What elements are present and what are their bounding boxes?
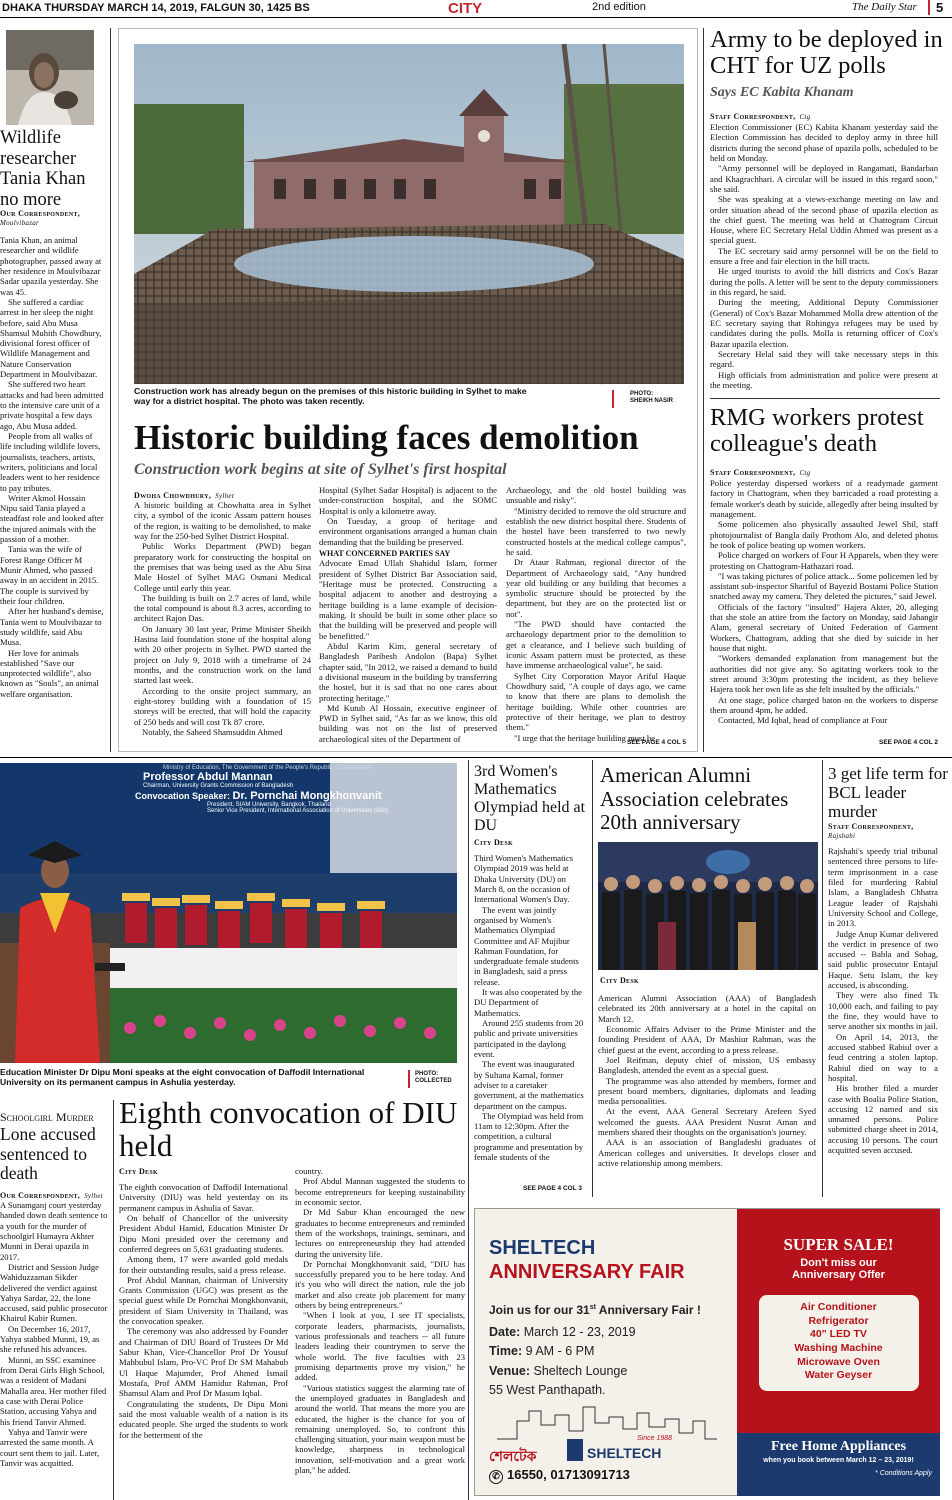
banner-speaker-line bbox=[135, 790, 455, 802]
sale-items-box bbox=[759, 1295, 919, 1391]
paragraph: Joel Reifman, deputy chief of mission, US embassy Bangladesh, attended the event as a special guest. bbox=[598, 1054, 816, 1076]
paragraph: Judge Anup Kumar delivered the verdict in presence of two accused -- Babla and Sohag, said public prosecutor Entajul Haque. Setu Islam, the key accused, is absconding. bbox=[828, 928, 938, 991]
byline: Staff Correspondent, bbox=[710, 468, 796, 477]
historic-building-photo bbox=[134, 44, 684, 384]
dateline: Ctg bbox=[799, 469, 811, 477]
ad-phone-number[interactable]: 16550, 01713091713 bbox=[507, 1467, 630, 1482]
paragraph: On December 16, 2017, Yahya stabbed Munni, 19, as she refused his advances. bbox=[0, 1323, 100, 1355]
dateline: Sylhet bbox=[215, 492, 235, 500]
sheltech-logo-icon bbox=[567, 1439, 583, 1461]
phone-icon: ✆ bbox=[489, 1470, 503, 1484]
dateline: Sylhet bbox=[84, 1192, 103, 1200]
paragraph: On January 30 last year, Prime Minister Sheikh Hasina laid foundation stone of the hospital along with 20 other projects in Sylhet. PWD started the project on July 9, 2018 with a timeframe of 24 months, and the construction work on the land started last week. bbox=[134, 623, 311, 686]
paragraph: Secretary Helal said they will take necessary steps in this regard. bbox=[710, 348, 938, 370]
paragraph: Around 255 students from 20 public and private universities participated in the daylong event. bbox=[474, 1018, 584, 1059]
portrait-image bbox=[6, 30, 94, 125]
paragraph: The event was inaugurated by Sultana Kamal, former adviser to a caretaker government, at the mathematics department on the campus. bbox=[474, 1059, 584, 1111]
paragraph: Officials of the factory "insulted" Hajera Akter, 20, alleging that she stole an attire from the factory on Monday, said Jahangir Alam, general secretary of United Federation of Garment Workers, Chattogram, adding that she died by suicide in her house that night. bbox=[710, 601, 938, 653]
rmg-continued-link[interactable]: SEE PAGE 4 COL 2 bbox=[878, 739, 938, 746]
paragraph: District and Session Judge Wahiduzzaman Sikder delivered the verdict against Yahya Sardar, 22, the lone accused, said public prosecutor Khairul Kabir Rumen. bbox=[0, 1261, 108, 1324]
paragraph: Among them, 17 were awarded gold medals for their outstanding results, said a press release. bbox=[119, 1254, 288, 1275]
rmg-byline bbox=[710, 462, 950, 477]
bcl-headline: 3 get life term for BCL leader murder bbox=[828, 764, 948, 822]
dateline: Ctg bbox=[799, 113, 811, 121]
paragraph: Police charged on workers of Four H Apparels, when they were protesting on Chattogram-Hathazari road. bbox=[710, 550, 938, 571]
paragraph: Munni, an SSC examinee from Derai Girls High School, was a resident of Madani Mahalla area. Her mother filed a case with Derai Police Station, accusing Yahya and his friend Tanvir Ahmed. bbox=[0, 1354, 107, 1427]
date-label: Date: bbox=[489, 1325, 521, 1339]
paragraph: The Olympiad was held from 11am to 12:30pm. After the competition, a cultural programme and presentation by female students of the bbox=[474, 1110, 584, 1163]
diu-photo-caption: Education Minister Dr Dipu Moni speaks at the eight convocation of Daffodil International University on its permanent campus in Ashulia yesterday. bbox=[0, 1067, 365, 1088]
page-horizontal-divider bbox=[0, 757, 952, 758]
sale-subtitle-1: Don't miss our bbox=[800, 1257, 877, 1269]
photographer-name: SHEIKH NASIR bbox=[630, 398, 674, 405]
bcl-body bbox=[828, 846, 938, 1196]
paragraph: On behalf of Chancellor of the university President Abdul Hamid, Education Minister Dr Dipu Moni presided over the ceremony and conferred degrees on 5,631 graduating students. bbox=[119, 1212, 288, 1254]
ad-logo-english: SHELTECH bbox=[587, 1445, 662, 1461]
tania-khan-portrait bbox=[6, 30, 94, 125]
paragraph: Notably, the Saheed Shamsuddin Ahmed bbox=[142, 726, 283, 737]
time-label: Time: bbox=[489, 1344, 523, 1359]
sale-item: 40" LED TV bbox=[810, 1328, 867, 1341]
paragraph: According to the onsite project summary, an eight-storey building with a foundation of 15 storeys will be erected, that will hold the capacity of 250 beds and will cost Tk 87 crore. bbox=[134, 685, 311, 727]
olympiad-headline: 3rd Women's Mathematics Olympiad held at DU bbox=[474, 763, 586, 834]
banner-speaker-label: Convocation Speaker: bbox=[135, 791, 231, 801]
construction-site-image bbox=[134, 44, 684, 384]
paragraph: On Tuesday, a group of heritage and environment organisations arranged a human chain demanding that the building be preserved. bbox=[319, 515, 497, 547]
diu-column-1 bbox=[119, 1182, 288, 1498]
paragraph: She suffered two heart attacks and had been admitted to the intensive care unit of a private hospital a few days ago, Abu Musa added. bbox=[0, 379, 104, 431]
newspaper-logo: The Daily Star bbox=[852, 1, 917, 13]
invitation-text: Join us for our 31 bbox=[489, 1303, 590, 1317]
paragraph: Dr Pornchai Mongkhonvanit said, "DIU has successfully prepared you to be here today. And it's you who will direct the nation, rule the job market and also create job placement for many others by being entrepreneurs." bbox=[295, 1258, 465, 1311]
olympiad-continued-link[interactable]: SEE PAGE 4 COL 3 bbox=[522, 1185, 582, 1192]
paragraph: The event was jointly organised by Women's Mathematics Olympiad Committee and AF Mujibur Rahman Foundation, for undergraduate female students in Bangladesh, said a press release. bbox=[474, 904, 579, 987]
schoolgirl-body bbox=[0, 1200, 108, 1498]
schoolgirl-byline bbox=[0, 1185, 112, 1200]
paragraph: His brother filed a murder case with Boalia Police Station, accusing 12 named and six unnamed persons. Police submitted charge sheet in 2014, accusing 10 persons. The court acquitted seven accused. bbox=[828, 1083, 938, 1156]
byline: Our Correspondent, bbox=[0, 1191, 81, 1200]
paragraph: It was also cooperated by the DU Department of Mathematics. bbox=[474, 987, 582, 1018]
section-name: CITY bbox=[448, 0, 483, 17]
banner-title-3: Senior Vice President, International Association of Universities (IAU) bbox=[207, 808, 388, 814]
paragraph: A historic building at Chowhatta area in Sylhet city, a symbol of the iconic Assam pattern houses of the region, is waiting to be demolished, to make way for the 250-bed Sylhet District Hospital. bbox=[134, 500, 311, 541]
paragraph: "Various statistics suggest the alarming rate of the unemployed graduates in Bangladesh and around the world. That means the more you are educated, the higher is the chance for you of remaining unemployed. So, to confront this challenging situation, your main weapon must be knowledge, sharpness in technological innovation, self-motivation and a great work plan," he added. bbox=[295, 1382, 465, 1476]
paragraph: country. bbox=[295, 1166, 323, 1176]
diu-headline: Eighth convocation of DIU held bbox=[119, 1095, 458, 1163]
ad-details bbox=[489, 1323, 636, 1401]
army-body bbox=[710, 122, 938, 394]
paragraph: Advocate Emad Ullah Shahidul Islam, former president of Sylhet District Bar Association said, "Heritage must be protected. Constructing a hospital adjacent to another and destroying a heritage building is a lame example of decision-making. It should be built in some other place so that the building will be preserved and people will be benefitted." bbox=[319, 558, 497, 641]
paragraph: "The PWD should have contacted the archaeology department prior to the demolition to get a clearance, and I believe such building of iconic Assam pattern must be protected, as these have immense archaeological value", he said. bbox=[506, 619, 686, 671]
photographer-name: COLLECTED bbox=[415, 1078, 452, 1085]
paragraph: AAA is an association of Bangladeshi graduates of American colleges and universities. It develops closer and active relationship among members. bbox=[598, 1137, 816, 1168]
paragraph: She was speaking at a views-exchange meeting on law and order situation ahead of the second phase of upazila election as the chief guest. The meeting was held at Chattogram Circuit House, where EC Secretary Helal Uddin Ahmed was present as a special guest. bbox=[710, 194, 938, 246]
historic-photo-caption: Construction work has already begun on the premises of this historic building in Sylhet to make way for a district hospital. The photo was taken recently. bbox=[134, 386, 527, 407]
ad-title-fair: ANNIVERSARY FAIR bbox=[489, 1261, 685, 1283]
paragraph: Third Women's Mathematics Olympiad 2019 was held at Dhaka University (DU) on March 8, on the occasion of International Women's Day. bbox=[474, 853, 574, 905]
historic-headline: Historic building faces demolition bbox=[134, 418, 639, 457]
sale-item: Microwave Oven bbox=[797, 1355, 880, 1368]
paragraph: Her love for animals established "Save our unprotected wildlife", also known as "Souls", an animal welfare organisation. bbox=[0, 647, 99, 699]
alumni-body bbox=[598, 993, 816, 1193]
stage-banner bbox=[135, 765, 455, 814]
army-byline bbox=[710, 106, 950, 121]
sale-subtitle-2: Anniversary Offer bbox=[792, 1269, 885, 1281]
alumni-byline: City Desk bbox=[600, 976, 639, 985]
ad-date-line bbox=[489, 1323, 636, 1342]
masthead bbox=[0, 0, 952, 18]
paragraph: "I was taking pictures of police attack... Some policemen led by assistant sub-inspector Shariful of Bayezid Bostami Police Station snatched away my camera. They deleted the pictures," said Jewel. bbox=[710, 570, 938, 602]
paragraph: The EC secretary said army personnel will be on the field to ensure a free and fair election in the hill tracts. bbox=[710, 245, 938, 267]
free-offer-title: Free Home Appliances bbox=[770, 1439, 907, 1454]
column-divider bbox=[822, 760, 823, 1197]
paragraph: Public Works Department (PWD) began preparatory work for constructing the hospital on the premises that was being used as the Abu Sina Male Hostel of Sylhet MAG Osmani Medical College until early this year. bbox=[134, 541, 311, 593]
paragraph: Abdul Karim Kim, general secretary of Bangladesh Paribesh Andolon (Bapa) Sylhet chapter said, "In 2012, we raised a demand to build a divisional museum in the building by transferring the hostel, but it is sad that no one cares about protecting heritage." bbox=[319, 640, 497, 703]
sale-item: Water Geyser bbox=[804, 1369, 873, 1382]
diu-convocation-photo bbox=[0, 763, 457, 1063]
paragraph: Yahya and Tanvir were arrested the same month. A court sent them to jail. Later, Tanvir was acquitted. bbox=[0, 1426, 100, 1468]
alumni-event-image bbox=[598, 842, 818, 970]
paragraph: He urged tourists to avoid the hill districts and Cox's Bazar during the polls. A letter will be sent to the deputy commissioners in this regard, he said. bbox=[710, 266, 938, 297]
paragraph: Tania was the wife of Forest Range Officer M Munir Ahmed, who passed away in an accident in 2015. The couple is survived by their four children. bbox=[0, 544, 99, 606]
paragraph: Congratulating the students, Dr Dipu Moni said the most valuable wealth of a nation is its educated people. She urged the students to work for the betterment of the bbox=[119, 1398, 288, 1440]
paragraph: The eighth convocation of Daffodil International University (DIU) was held yesterday on its permanent campus in Ashulia of Savar. bbox=[119, 1182, 288, 1213]
paragraph: During the meeting, Additional Deputy Commissioner (General) of Cox's Bazar Mohammed Molla drew attention of the EC secretary saying that Rohingya refugees may be used by candidates during the polls. Molla is returning officer of Cox's Bazar upazila election. bbox=[710, 297, 938, 349]
paragraph: "Workers demanded explanation from management but the authorities did not give any. So agitating workers took to the street around 3:30pm protesting the incident, as they believe Hajera took her own life as she felt insulted by the officials." bbox=[710, 653, 938, 695]
banner-ministry: Ministry of Education, The Government of the People's Republic of Bangladesh bbox=[163, 765, 374, 771]
byline: Our Correspondent, bbox=[0, 209, 81, 218]
paragraph: Election Commissioner (EC) Kabita Khanam yesterday said the Election Commission has decided to deploy army in three hill districts during the second phase of upazila polls, scheduled to be held on Monday. bbox=[710, 122, 938, 163]
paragraph: Police yesterday dispersed workers of a readymade garment factory in Chattogram, when they barricaded a road protesting a female worker's death by suicide, allegedly after being insulted by management. bbox=[710, 478, 938, 519]
diu-column-2 bbox=[295, 1166, 465, 1498]
photo-label: PHOTO: bbox=[415, 1071, 439, 1077]
paragraph: Some policemen also physically assaulted Jewel Shil, staff photojournalist of Bangla daily Prothom Alo, and deleted photos he took of police beating up women workers. bbox=[710, 519, 938, 550]
byline: Staff Correspondent, bbox=[710, 112, 796, 121]
byline: Dwoha Chowdhury, bbox=[134, 491, 212, 500]
paragraph: People from all walks of life including wildlife lovers, journalists, teachers, artists, writers, politicians and local leaders went to her residence to pay tributes. bbox=[0, 430, 101, 493]
edition-label: 2nd edition bbox=[592, 1, 646, 13]
paragraph: Rajshahi's speedy trial tribunal sentenced three persons to life-term imprisonment in a case filed for murdering Rabiul Islam, a Bangladesh Chhatra League leader of Rajshahi University School and College, in 2013. bbox=[828, 846, 938, 929]
banner-name-1: Professor Abdul Mannan bbox=[143, 771, 273, 783]
paragraph: Writer Akmol Hossain Nipu said Tania played a steadfast role and looked after the injured animals with the passion of a mother. bbox=[0, 492, 104, 545]
paragraph: On April 14, 2013, the accused stabbed Rabiul over a feud centring a stolen laptop. Rabiul died on way to a hospital. bbox=[828, 1031, 938, 1083]
sale-item: Air Conditioner bbox=[800, 1301, 877, 1313]
paragraph: "Ministry decided to remove the old structure and establish the new district hospital there. Students of the hostel have been transferred to two newly constructed hostels at the medical college campus", he said. bbox=[506, 505, 686, 557]
bcl-byline bbox=[828, 822, 948, 844]
paragraph: Tania Khan, an animal researcher and wildlife photographer, passed away at her residence in Moulvibazar Sadar upazila yesterday. She was 45. bbox=[0, 235, 102, 297]
dateline: Rajshahi bbox=[828, 832, 856, 840]
banner-title-2: President, SIAM University, Bangkok, Thailand bbox=[207, 802, 331, 808]
ad-venue-line bbox=[489, 1362, 636, 1381]
wildlife-story-header bbox=[0, 128, 104, 210]
sheltech-advertisement[interactable] bbox=[474, 1208, 940, 1496]
historic-continued-link[interactable]: SEE PAGE 4 COL 5 bbox=[626, 739, 686, 746]
paragraph: The ceremony was also addressed by Founder and Chairman of DIU Board of Trustees Dr Md Sabur Khan, Vice-Chancellor Prof Dr Yousuf Mahbubul Islam, Pro-VC Prof Dr SM Mahabub Ul Haque Majumder, Prof Ahmed Ismail Mostafa, Prof AMM Hamidur Rahman, Prof Shamsul Alam and Prof Dr Masum Iqbal. bbox=[119, 1326, 288, 1399]
wildlife-byline bbox=[0, 209, 104, 231]
army-subhead: Says EC Kabita Khanam bbox=[710, 85, 854, 100]
olympiad-byline: City Desk bbox=[474, 838, 513, 847]
paragraph: At the event, AAA General Secretary Arefeen Syed welcomed the guests. AAA President Nusrat Aman and members shared their thoughts on the organisation's journey. bbox=[598, 1106, 816, 1138]
ad-invitation bbox=[489, 1303, 701, 1317]
paragraph: "When I look at you, I see IT specialists, corporate leaders, pharmacists, journalists, various professionals and teachers -- all future leaders leading their countrymen to serve the whole world. The five faculties with 23 promising departments prove my vision," he added. bbox=[295, 1310, 465, 1383]
historic-photo-credit bbox=[630, 391, 690, 409]
historic-subhead: Construction work begins at site of Sylhet's first hospital bbox=[134, 461, 507, 478]
alumni-group-photo bbox=[598, 842, 818, 970]
wildlife-headline: Wildlife researcher Tania Khan no more bbox=[0, 128, 86, 211]
column-divider bbox=[113, 1100, 114, 1500]
paragraph: American Alumni Association (AAA) of Bangladesh celebrated its 20th anniversary at a hotel in the capital on March 12. bbox=[598, 993, 816, 1024]
paragraph: "I urge that the heritage building must be bbox=[514, 732, 656, 743]
paragraph: Hospital (Sylhet Sadar Hospital) is adjacent to the under-construction hospital, and the SOMC Hospital is only a kilometre away. bbox=[319, 485, 497, 516]
column-divider bbox=[110, 28, 111, 752]
paragraph: Prof Abdul Mannan, chairman of University Grants Commission (UGC) was present as the special guest while Dr Pornchai Mongkhonvanit, president of Siam University in Thailand, was the convocation speaker. bbox=[119, 1274, 288, 1327]
paragraph: After her husband's demise, Tania went to Moulvibazar to study wildlife, said Abu Musa. bbox=[0, 606, 104, 648]
invitation-text-end: Anniversary Fair ! bbox=[595, 1303, 701, 1317]
paragraph: Md Kutub Al Hossain, executive engineer of PWD in Sylhet said, "As far as we know, this old building was not on the list of preserved archaeological sites of the Department of bbox=[319, 702, 497, 744]
dateline: Moulvibazar bbox=[0, 219, 40, 227]
paragraph: The building is built on 2.7 acres of land, while the total compound is about 8.3 acres, according to architect Rajon Das. bbox=[134, 592, 311, 624]
sale-item: Washing Machine bbox=[794, 1341, 883, 1354]
ad-logo-since: Since 1988 bbox=[637, 1435, 673, 1442]
paragraph: Dr Md Sabur Khan encouraged the new graduates to become entrepreneurs and reminded them of the workshops, trainings, seminars, and lectures on entrepreneurship they had attended during the university life. bbox=[295, 1207, 465, 1259]
venue-value: Sheltech Lounge bbox=[533, 1363, 628, 1378]
column-divider bbox=[703, 28, 704, 752]
caption-accent-bar bbox=[408, 1070, 410, 1088]
ad-time-line bbox=[489, 1342, 636, 1361]
ad-conditions: * Conditions Apply bbox=[875, 1470, 932, 1477]
paragraph: "Army personnel will be deployed in Rangamati, Bandarban and Khagrachhari. A circular will be issued in this regard soon," she said. bbox=[710, 163, 938, 194]
paragraph: Economic Affairs Adviser to the Prime Minister and the founding President of AAA, Dr Mashiur Rahman, was the chief guest at the event, according to a press release. bbox=[598, 1023, 816, 1055]
date-value: March 12 - 23, 2019 bbox=[523, 1325, 636, 1339]
alumni-headline: American Alumni Association celebrates 20th anniversary bbox=[600, 763, 789, 835]
paragraph: A Sunamganj court yesterday handed down death sentence to a youth for the murder of schoolgirl Humayra Akhter Munni in Derai upazila in 2017. bbox=[0, 1200, 108, 1262]
paragraph: She suffered a cardiac arrest in her sleep the night before, said Abu Musa Shamsul Muhith Chowdhury, divisional forest officer of Wildlife Management and Nature Conservation Department in Moulvibazar. bbox=[0, 296, 102, 380]
time-value: 9 AM - 6 PM bbox=[525, 1344, 595, 1359]
paragraph: Contacted, Md Iqbal, head of compliance at Four bbox=[718, 715, 888, 726]
invitation-superscript: st bbox=[589, 1304, 596, 1311]
paragraph: Archaeology, and the old hostel building was unsuable and risky". bbox=[506, 485, 686, 506]
ad-title-sheltech: SHELTECH bbox=[489, 1237, 596, 1259]
paragraph: At one stage, police charged baton on the workers to disperse them around 4pm, he added. bbox=[710, 694, 938, 715]
column-divider bbox=[468, 760, 469, 1500]
column-divider bbox=[592, 760, 593, 1197]
sale-item: Refrigerator bbox=[808, 1314, 869, 1327]
paragraph: High officials from administration and police were present at the meeting. bbox=[710, 369, 938, 390]
diu-byline: City Desk bbox=[119, 1167, 158, 1176]
schoolgirl-headline: Lone accused sentenced to death bbox=[0, 1124, 96, 1184]
wildlife-body bbox=[0, 235, 104, 747]
paragraph: They were also fined Tk 10,000 each, and failing to pay the fine, they would have to serve another six months in jail. bbox=[828, 990, 938, 1032]
caption-accent-bar bbox=[612, 390, 614, 408]
olympiad-body bbox=[474, 853, 584, 1183]
paragraph: Dr Ataur Rahman, regional director of the Department of Archaeology said, "Any hundred year old building or any building that becomes a symbolic structure should be protected by the department, but they are on the protected list or not". bbox=[506, 557, 686, 619]
issue-date: DHAKA THURSDAY MARCH 14, 2019, FALGUN 30, 1425 BS bbox=[2, 2, 310, 14]
rmg-headline: RMG workers protest colleague's death bbox=[710, 404, 924, 457]
byline: Staff Correspondent, bbox=[828, 822, 914, 831]
section-subhead: WHAT CONCERNED PARTIES SAY bbox=[319, 548, 451, 558]
venue-label: Venue: bbox=[489, 1363, 530, 1378]
historic-column-2 bbox=[319, 485, 497, 748]
ad-free-offer-panel bbox=[737, 1433, 940, 1496]
historic-column-1 bbox=[134, 500, 311, 748]
historic-byline bbox=[134, 485, 314, 500]
banner-title-1: Chairman, University Grants Commission of Bangladesh bbox=[143, 783, 294, 789]
photo-label: PHOTO: bbox=[630, 391, 654, 397]
story-divider bbox=[710, 398, 940, 399]
ad-phone-line bbox=[489, 1467, 630, 1484]
free-offer-subtitle: when you book between March 12 – 23, 2019! bbox=[763, 1457, 914, 1464]
schoolgirl-kicker: Schoolgirl Murder bbox=[0, 1110, 94, 1124]
page-number: 5 bbox=[928, 0, 943, 15]
sale-title: SUPER SALE! bbox=[783, 1235, 894, 1254]
rmg-body bbox=[710, 478, 938, 738]
paragraph: Prof Abdul Mannan suggested the students to become entrepreneurs for keeping sustainability in economic sector. bbox=[295, 1176, 465, 1207]
ad-venue-address: 55 West Panthapath. bbox=[489, 1383, 606, 1398]
banner-name-2: Dr. Pornchai Mongkhonvanit bbox=[232, 790, 382, 802]
army-headline: Army to be deployed in CHT for UZ polls bbox=[710, 26, 943, 79]
skyline-graphic bbox=[497, 1401, 717, 1441]
paragraph: Sylhet City Corporation Mayor Ariful Haque Chowdhury said, "A couple of days ago, we came to know that there are plans to demolish the heritage building. While other countries are protective of their heritage, we plan to destroy them." bbox=[506, 670, 686, 733]
ad-logo-bangla: শেলটেক bbox=[489, 1449, 537, 1465]
diu-photo-credit bbox=[415, 1071, 463, 1089]
paragraph: The programme was also attended by members, former and present board members, dignitaries, diplomats and leading media personalities. bbox=[598, 1075, 816, 1107]
